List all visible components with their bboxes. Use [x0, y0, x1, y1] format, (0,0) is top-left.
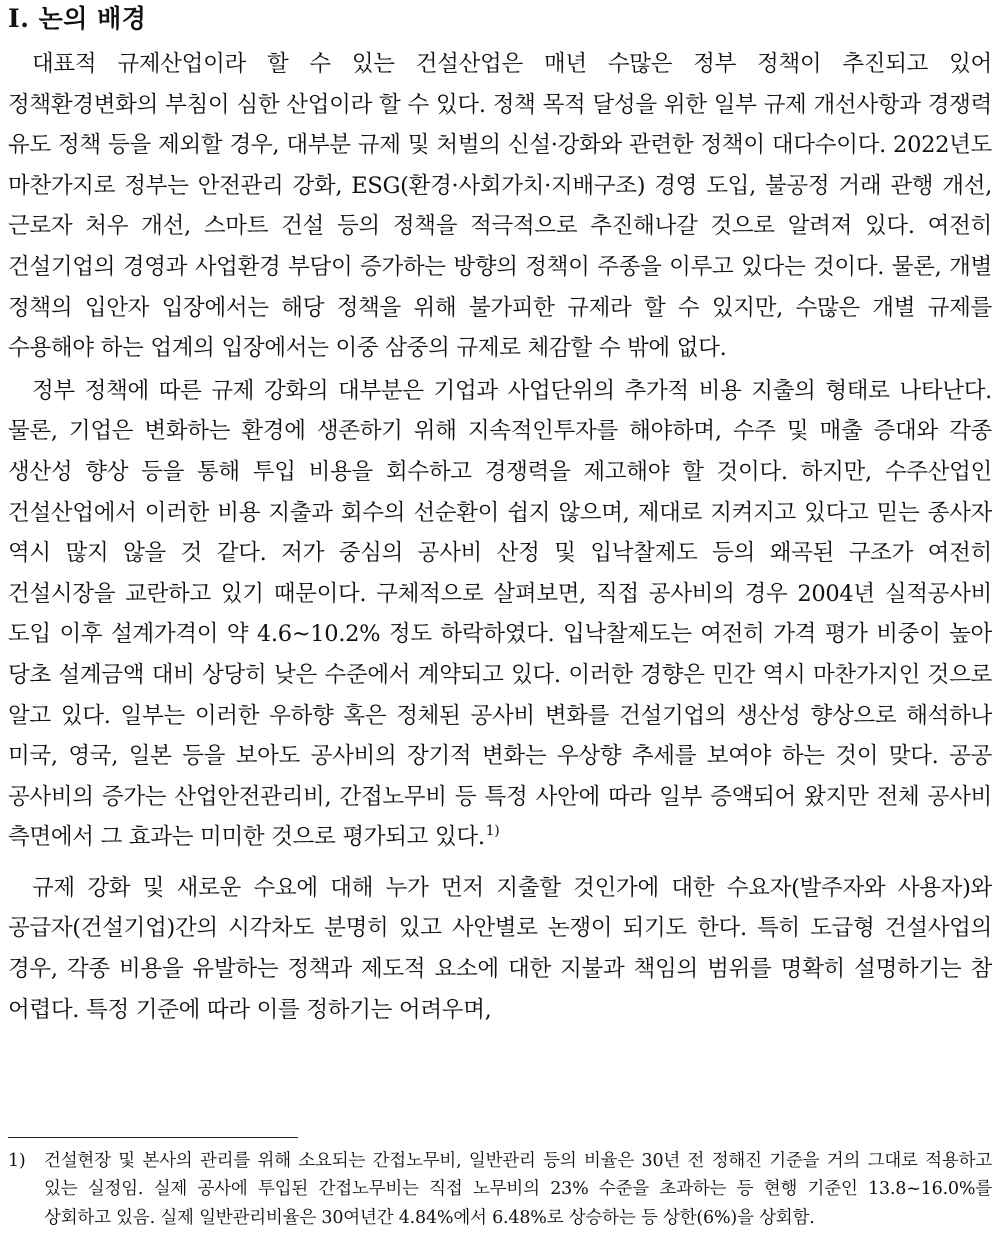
- paragraph-3-text: 규제 강화 및 새로운 수요에 대해 누가 먼저 지출할 것인가에 대한 수요자(발주자와 사용자)와 공급자(건설기업)간의 시각차도 분명히 있고 사안별로 논쟁이 되기도 한다. 특히 도급형 건설사업의 경우, 각종 비용을 유발하는 정책과 제도적 요소에 대한 지불과 책임의 범위를 명확히 설명하기는 참 어렵다. 특정 기준에 따라 이를 정하기는 어려우며,: [8, 874, 992, 1023]
- paragraph-3: [8, 868, 992, 1030]
- paragraph-1-text: 대표적 규제산업이라 할 수 있는 건설산업은 매년 수많은 정부 정책이 추진되고 있어 정책환경변화의 부침이 심한 산업이라 할 수 있다. 정책 목적 달성을 위한 일부 규제 개선사항과 경쟁력 유도 정책 등을 제외할 경우, 대부분 규제 및 처벌의 신설·강화와 관련한 정책이 대다수이다. 2022년도 마찬가지로 정부는 안전관리 강화, ESG(환경·사회가치·지배구조) 경영 도입, 불공정 거래 관행 개선, 근로자 처우 개선, 스마트 건설 등의 정책을 적극적으로 추진해나갈 것으로 알려져 있다. 여전히 건설기업의 경영과 사업환경 부담이 증가하는 방향의 정책이 주종을 이루고 있다는 것이다. 물론, 개별 정책의 입안자 입장에서는 해당 정책을 위해 불가피한 규제라 할 수 있지만, 수많은 개별 규제를 수용해야 하는 업계의 입장에서는 이중 삼중의 규제로 체감할 수 밖에 없다.: [8, 51, 992, 362]
- paragraph-1: [8, 44, 992, 369]
- footnote-reference[interactable]: 1): [485, 823, 500, 840]
- footnote-text: 건설현장 및 본사의 관리를 위해 소요되는 간접노무비, 일반관리 등의 비율은 30년 전 정해진 기준을 거의 그대로 적용하고 있는 실정임. 실제 공사에 투입된 간접노무비는 직접 노무비의 23% 수준을 초과하는 등 현행 기준인 13.8~16.0%를 상회하고 있음. 실제 일반관리비율은 30여년간 4.84%에서 6.48%로 상승하는 등 상한(6%)을 상회함.: [44, 1151, 992, 1228]
- document-page: [8, 2, 992, 1030]
- paragraph-2: [8, 371, 992, 858]
- paragraph-2-text: 정부 정책에 따른 규제 강화의 대부분은 기업과 사업단위의 추가적 비용 지출의 형태로 나타난다. 물론, 기업은 변화하는 환경에 생존하기 위해 지속적인투자를 해야하며, 수주 및 매출 증대와 각종 생산성 향상 등을 통해 투입 비용을 회수하고 경쟁력을 제고해야 할 것이다. 하지만, 수주산업인 건설산업에서 이러한 비용 지출과 회수의 선순환이 쉽지 않으며, 제대로 지켜지고 있다고 믿는 종사자 역시 많지 않을 것 같다. 저가 중심의 공사비 산정 및 입낙찰제도 등의 왜곡된 구조가 여전히 건설시장을 교란하고 있기 때문이다. 구체적으로 살펴보면, 직접 공사비의 경우 2004년 실적공사비 도입 이후 설계가격이 약 4.6~10.2% 정도 하락하였다. 입낙찰제도는 여전히 가격 평가 비중이 높아 당초 설계금액 대비 상당히 낮은 수준에서 계약되고 있다. 이러한 경향은 민간 역시 마찬가지인 것으로 알고 있다. 일부는 이러한 우하향 혹은 정체된 공사비 변화를 건설기업의 생산성 향상으로 해석하나 미국, 영국, 일본 등을 보아도 공사비의 장기적 변화는 우상향 추세를 보여야 하는 것이 맞다. 공공 공사비의 증가는 산업안전관리비, 간접노무비 등 특정 사안에 따라 일부 증액되어 왔지만 전체 공사비 측면에서 그 효과는 미미한 것으로 평가되고 있다.: [8, 377, 992, 851]
- section-title: I. 논의 배경: [8, 4, 147, 33]
- footnote: [8, 1147, 992, 1232]
- footnote-divider: [8, 1137, 298, 1138]
- footnote-marker: 1): [8, 1151, 26, 1171]
